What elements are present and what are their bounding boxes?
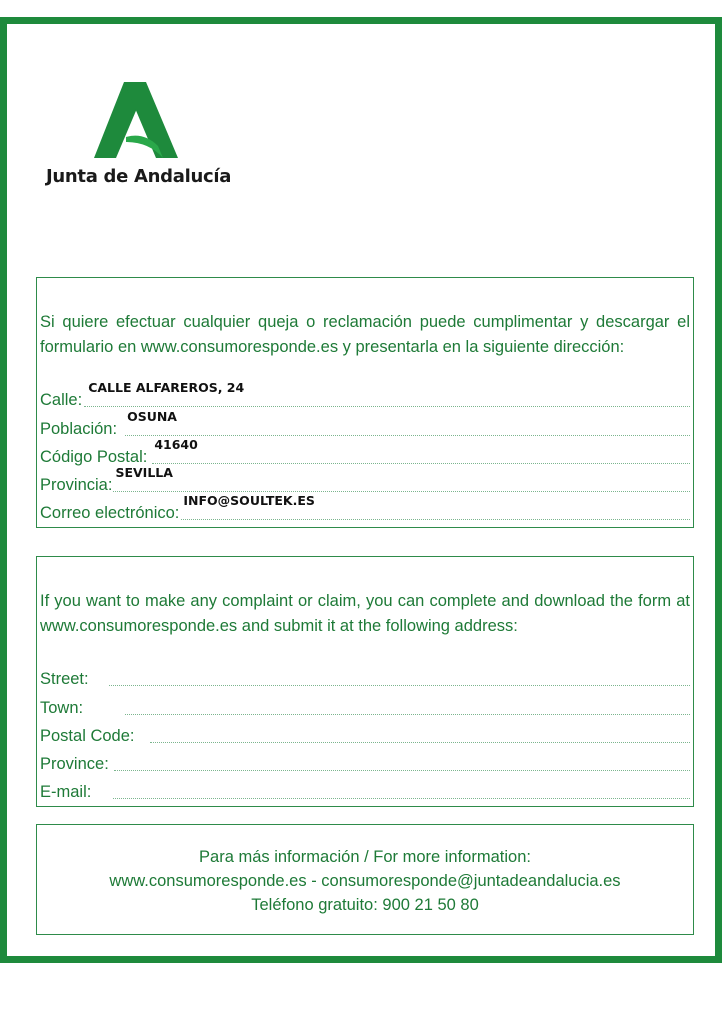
field-line [84, 380, 690, 407]
logo-text: Junta de Andalucía [46, 166, 232, 187]
field-provincia [40, 465, 690, 495]
info-box [36, 824, 694, 935]
field-line [114, 744, 690, 771]
field-line [152, 437, 690, 464]
field-line [125, 409, 690, 436]
field-poblacion [40, 409, 690, 439]
field-correo [40, 493, 690, 523]
field-label: Postal Code: [40, 727, 135, 745]
field-value: INFO@SOULTEK.ES [183, 493, 315, 508]
andalucia-a-logo-icon [94, 80, 178, 160]
field-value: SEVILLA [115, 465, 173, 480]
logo [46, 80, 236, 192]
field-label: Código Postal: [40, 448, 148, 466]
info-phone: Teléfono gratuito: 900 21 50 80 [251, 896, 479, 914]
field-label: Calle: [40, 391, 83, 409]
field-town [40, 692, 690, 718]
english-intro: If you want to make any complaint or claim, you can complete and download the form at www.consumoresponde.es and submit it at the following address: [40, 592, 690, 635]
spanish-intro: Si quiere efectuar cualquier queja o reclamación puede cumplimentar y descargar el formulario en www.consumoresponde.es y presentarla en la siguiente dirección: [40, 313, 690, 356]
field-line [181, 493, 690, 520]
english-form-box [36, 556, 694, 807]
field-label: Province: [40, 755, 109, 773]
field-line [113, 772, 690, 799]
info-contact: www.consumoresponde.es - consumoresponde@juntadeandalucia.es [109, 872, 621, 890]
field-line [125, 688, 690, 715]
field-email [40, 776, 690, 802]
field-label: Provincia: [40, 476, 113, 494]
field-value: OSUNA [127, 409, 177, 424]
field-calle [40, 380, 690, 410]
field-line [109, 659, 690, 686]
field-value: CALLE ALFAREROS, 24 [88, 380, 245, 395]
spanish-form-box [36, 277, 694, 528]
field-street [40, 663, 690, 689]
field-label: Town: [40, 699, 84, 717]
field-value: 41640 [154, 437, 198, 452]
field-line [150, 716, 690, 743]
field-label: Street: [40, 670, 89, 688]
info-heading: Para más información / For more information: [199, 848, 531, 866]
field-line [113, 465, 690, 492]
field-label: Población: [40, 420, 118, 438]
field-label: Correo electrónico: [40, 504, 180, 522]
field-label: E-mail: [40, 783, 92, 801]
field-postal-code [40, 720, 690, 746]
field-codigo-postal [40, 437, 690, 467]
field-province [40, 748, 690, 774]
